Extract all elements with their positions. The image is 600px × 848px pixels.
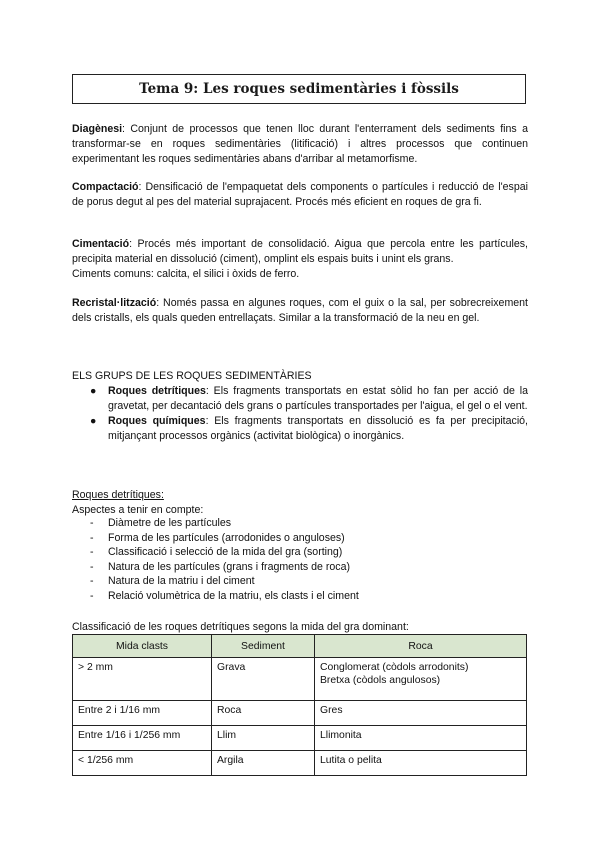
cell-roca: Lutita o pelita bbox=[315, 751, 527, 776]
definition-text: : Procés més important de consolidació. Aigua que percola entre les partícules, precipita material en dissolució (ciment), omplint els espais buits i unint els grans. bbox=[72, 238, 528, 265]
list-item bbox=[90, 516, 359, 531]
definition-text: : Densificació de l'empaquetat dels components o partícules i reducció de l'espai de porus degut al pes del material suprajacent. Procés més eficient en roques de gra fi. bbox=[72, 181, 528, 208]
cell-mida: < 1/256 mm bbox=[73, 751, 212, 776]
aspects-list bbox=[90, 516, 359, 604]
table-caption: Classificació de les roques detrítiques segons la mida del gra dominant: bbox=[72, 621, 409, 633]
definition-extra: Ciments comuns: calcita, el silici i òxids de ferro. bbox=[72, 268, 300, 280]
grain-size-table bbox=[72, 634, 527, 776]
cell-sediment: Grava bbox=[212, 658, 315, 701]
dash-icon: - bbox=[90, 517, 94, 529]
dash-icon: - bbox=[90, 546, 94, 559]
aspect-text: Natura de les partícules (grans i fragments de roca) bbox=[108, 560, 351, 573]
cell-roca: Llimonita bbox=[315, 726, 527, 751]
aspect-text: Forma de les partícules (arrodonides o anguloses) bbox=[108, 531, 345, 544]
cell-mida: > 2 mm bbox=[73, 658, 212, 701]
list-item bbox=[90, 531, 359, 546]
definition-recristallitzacio bbox=[72, 296, 528, 326]
table-row bbox=[73, 751, 527, 776]
group-text: : Els fragments transportats en dissolució es fa per precipitació, mitjançant processos orgànics (activitat biològica) o inorgànics. bbox=[108, 415, 529, 442]
cell-sediment: Argila bbox=[212, 751, 315, 776]
column-header: Roca bbox=[315, 635, 527, 658]
aspect-text: Relació volumètrica de la matriu, els clasts i el ciment bbox=[108, 589, 359, 602]
dash-icon: - bbox=[90, 575, 94, 588]
cell-sediment: Roca bbox=[212, 701, 315, 726]
table-row bbox=[73, 726, 527, 751]
list-item bbox=[90, 384, 528, 414]
list-item bbox=[90, 574, 359, 589]
roca-line: Conglomerat (còdols arrodonits) bbox=[320, 662, 469, 673]
cell-mida: Entre 2 i 1/16 mm bbox=[73, 701, 212, 726]
page-title: Tema 9: Les roques sedimentàries i fòssils bbox=[139, 81, 459, 97]
aspect-text: Natura de la matriu i del ciment bbox=[108, 575, 255, 588]
definition-term: Recristal·lització bbox=[72, 297, 157, 309]
dash-icon: - bbox=[90, 560, 94, 573]
cell-mida: Entre 1/16 i 1/256 mm bbox=[73, 726, 212, 751]
definition-cimentacio bbox=[72, 237, 528, 282]
table-header-row bbox=[73, 635, 527, 658]
definition-term: Cimentació bbox=[72, 238, 130, 250]
list-item bbox=[90, 560, 359, 575]
aspect-text: Diàmetre de les partícules bbox=[108, 517, 232, 529]
list-item bbox=[90, 414, 528, 444]
group-text: : Els fragments transportats en estat sòlid ho fan per acció de la gravetat, per decantació dels grans o partícules transportades per l'aigua, el gel o el vent. bbox=[108, 385, 529, 412]
detritic-title-text: Roques detrítiques bbox=[72, 489, 161, 501]
detritic-subtitle bbox=[72, 488, 164, 503]
definition-text: : Només passa en algunes roques, com el guix o la sal, per sobrecreixement dels cristalls, els quals queden entrellaçats. Similar a la transformació de la neu en gel. bbox=[72, 297, 528, 324]
roca-line: Bretxa (còdols angulosos) bbox=[320, 675, 441, 686]
list-item bbox=[90, 545, 359, 560]
cell-roca: Gres bbox=[315, 701, 527, 726]
section-heading-groups: ELS GRUPS DE LES ROQUES SEDIMENTÀRIES bbox=[72, 370, 312, 382]
table-row bbox=[73, 701, 527, 726]
bullet-icon: ● bbox=[90, 415, 97, 427]
definition-term: Diagènesi bbox=[72, 123, 123, 135]
cell-roca bbox=[315, 658, 527, 701]
definition-term: Compactació bbox=[72, 181, 139, 193]
column-header: Sediment bbox=[212, 635, 315, 658]
detritic-title-suffix: : bbox=[160, 489, 164, 501]
group-term: Roques químiques bbox=[108, 415, 206, 427]
groups-list bbox=[90, 384, 528, 444]
list-item bbox=[90, 589, 359, 604]
table-row bbox=[73, 658, 527, 701]
group-term: Roques detrítiques bbox=[108, 385, 206, 397]
cell-sediment: Llim bbox=[212, 726, 315, 751]
title-box bbox=[72, 74, 526, 104]
aspect-text: Classificació i selecció de la mida del gra (sorting) bbox=[108, 546, 343, 559]
dash-icon: - bbox=[90, 531, 94, 544]
definition-text: : Conjunt de processos que tenen lloc durant l'enterrament dels sediments fins a transformar-se en roques sedimentàries (litificació) i altres processos que continuen experimentant les roques sedimentàries abans d'arribar al metamorfisme. bbox=[72, 123, 528, 165]
column-header: Mida clasts bbox=[73, 635, 212, 658]
definition-diagenesi bbox=[72, 122, 528, 167]
dash-icon: - bbox=[90, 589, 94, 602]
definition-compactacio bbox=[72, 180, 528, 210]
bullet-icon: ● bbox=[90, 385, 97, 397]
aspects-lead: Aspectes a tenir en compte: bbox=[72, 504, 204, 516]
